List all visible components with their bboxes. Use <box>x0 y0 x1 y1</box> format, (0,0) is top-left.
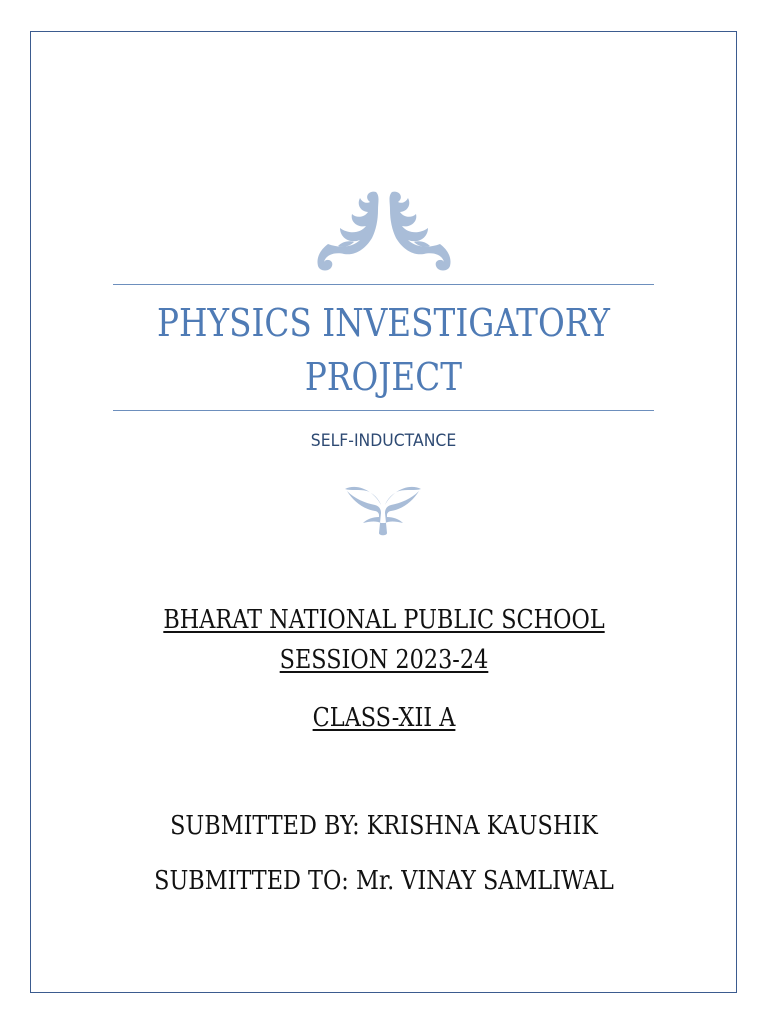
floral-scroll-icon <box>310 188 458 274</box>
submitted-to: SUBMITTED TO: Mr. VINAY SAMLIWAL <box>154 866 614 896</box>
class-line <box>105 698 662 738</box>
project-title-line-1: PHYSICS INVESTIGATORY <box>157 301 610 345</box>
title-rule-top <box>113 284 654 285</box>
project-title-line-2: PROJECT <box>304 355 463 399</box>
session: SESSION 2023-24 <box>279 645 489 675</box>
session-line <box>105 640 662 680</box>
school-name: BHARAT NATIONAL PUBLIC SCHOOL <box>163 605 605 635</box>
project-title <box>151 296 616 404</box>
school-name-line <box>105 600 662 640</box>
school-info <box>60 600 708 680</box>
project-subtitle: SELF-INDUCTANCE <box>310 431 457 451</box>
submitted-by: SUBMITTED BY: KRISHNA KAUSHIK <box>170 811 598 841</box>
fleur-ornament-icon <box>343 483 423 537</box>
class-name: CLASS-XII A <box>312 703 456 733</box>
title-rule-bottom <box>113 410 654 411</box>
